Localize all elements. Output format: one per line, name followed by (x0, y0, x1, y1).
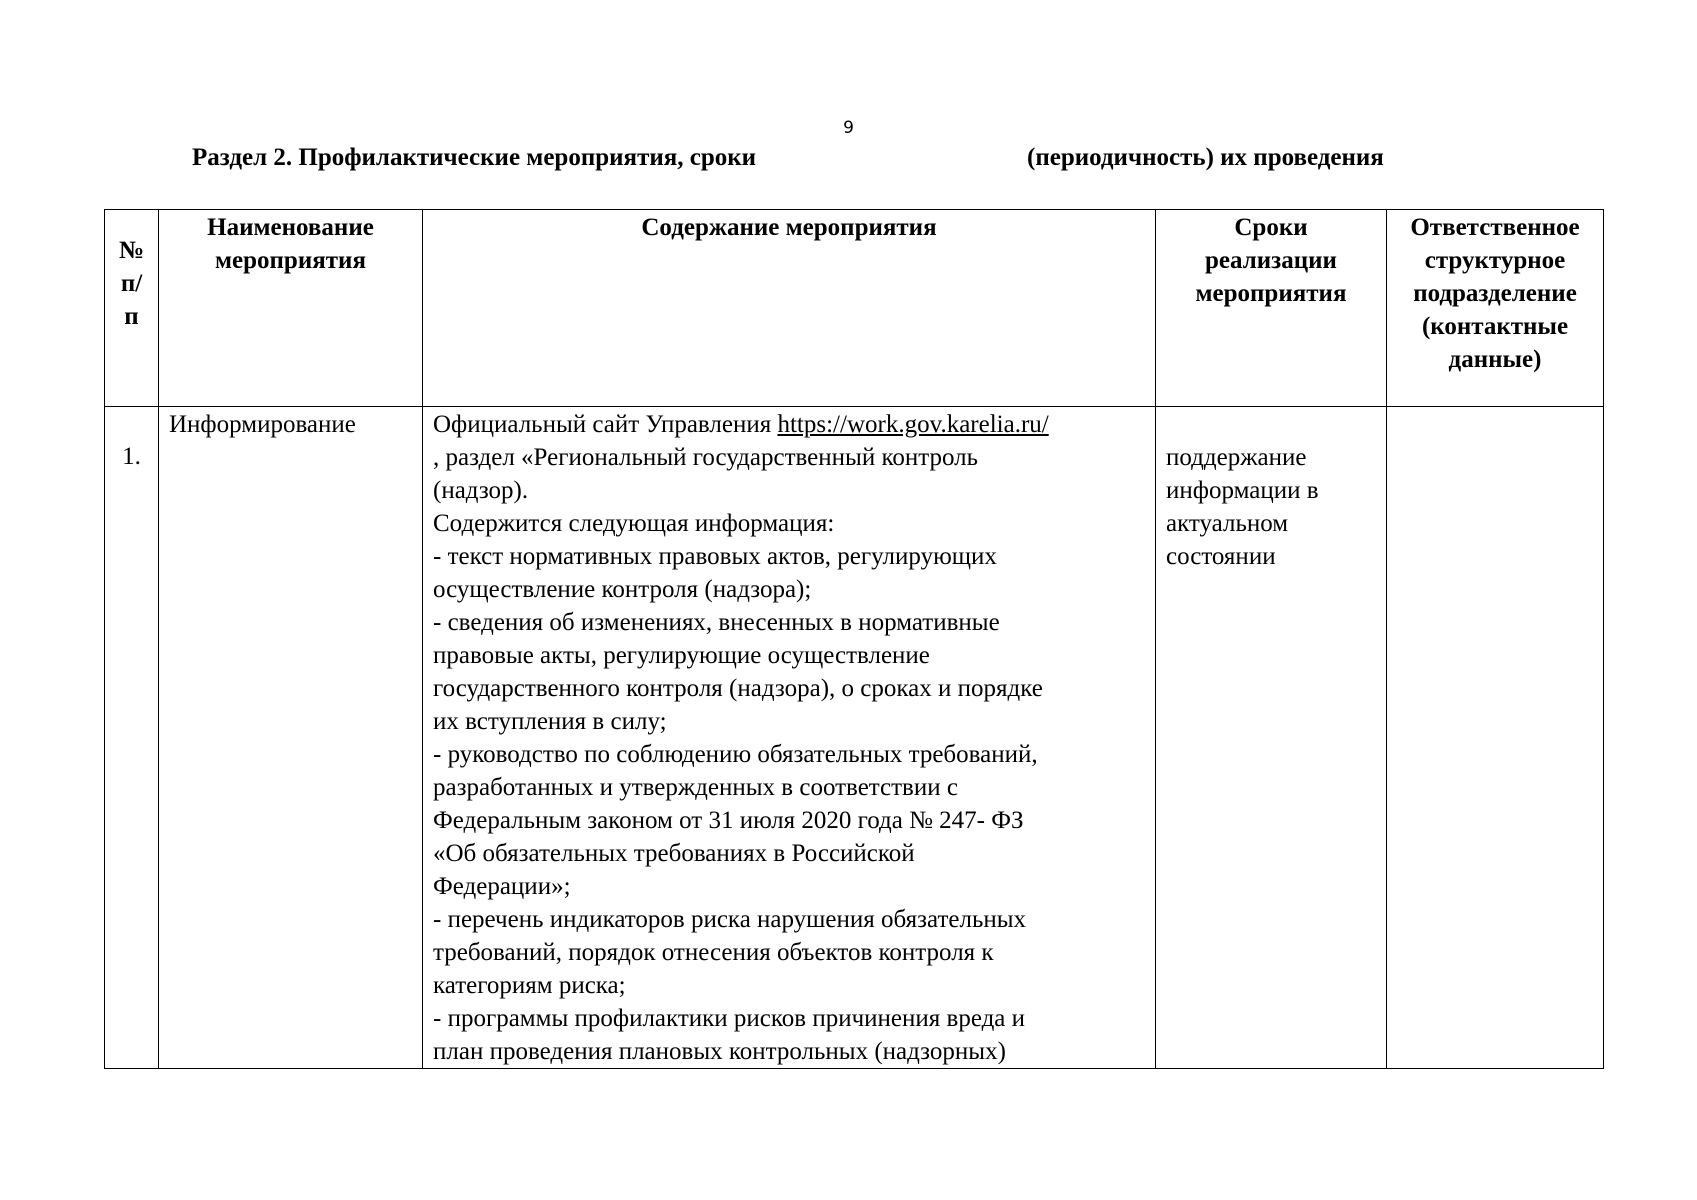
header-term (1156, 210, 1387, 407)
header-responsible-line: структурное (1424, 247, 1566, 274)
table-row (105, 407, 1604, 1069)
content-line: - руководство по соблюдению обязательных требований, (433, 741, 1038, 768)
header-term-line: Сроки (1234, 214, 1308, 241)
header-responsible-line: (контактные (1421, 313, 1569, 340)
content-line: Содержится следующая информация: (433, 510, 835, 537)
row-content (423, 407, 1156, 1069)
content-text: Официальный сайт Управления (433, 411, 778, 438)
header-number (105, 210, 159, 407)
page-number: 9 (843, 118, 854, 138)
measures-table (104, 209, 1604, 1069)
header-name (159, 210, 423, 407)
row-number: 1. (105, 407, 159, 1069)
row-responsible (1387, 407, 1604, 1069)
content-line: - текст нормативных правовых актов, регулирующих (433, 543, 997, 570)
header-number-line: № (118, 237, 145, 264)
row-term (1156, 407, 1387, 1069)
section-title: Раздел 2. Профилактические мероприятия, сроки (192, 144, 757, 171)
term-line: информации в (1166, 477, 1319, 504)
content-line: их вступления в силу; (433, 708, 667, 735)
content-line: разработанных и утвержденных в соответствии с (433, 774, 958, 801)
header-responsible-line: данные) (1448, 346, 1542, 373)
section-title-continuation: (периодичность) их проведения (1027, 144, 1384, 171)
header-term-line: реализации (1205, 247, 1337, 274)
content-line: «Об обязательных требованиях в Российской (433, 840, 915, 867)
table-header-row (105, 210, 1604, 407)
header-responsible (1387, 210, 1604, 407)
content-line: правовые акты, регулирующие осуществление (433, 642, 930, 669)
term-line: поддержание (1166, 444, 1307, 471)
header-content-line: Содержание мероприятия (641, 214, 937, 241)
content-line: - перечень индикаторов риска нарушения обязательных (433, 906, 1027, 933)
content-line: (надзор). (433, 477, 529, 504)
content-line: план проведения плановых контрольных (надзорных) (433, 1038, 1006, 1065)
header-number-line: п (124, 303, 139, 330)
header-name-line: мероприятия (215, 247, 366, 274)
header-responsible-line: Ответственное (1410, 214, 1580, 241)
row-measure-name: Информирование (159, 407, 423, 1069)
header-responsible-line: подразделение (1413, 280, 1577, 307)
content-line: осуществление контроля (надзора); (433, 576, 812, 603)
header-number-line: п/ (120, 270, 143, 297)
content-line: требований, порядок отнесения объектов контроля к (433, 939, 994, 966)
header-term-line: мероприятия (1195, 280, 1347, 307)
content-line (433, 408, 1147, 441)
content-line: , раздел «Региональный государственный контроль (433, 444, 978, 471)
content-line: - сведения об изменениях, внесенных в нормативные (433, 609, 1000, 636)
content-line: категориям риска; (433, 972, 626, 999)
term-line: актуальном (1166, 510, 1289, 537)
header-name-line: Наименование (207, 214, 374, 241)
website-link[interactable]: https://work.gov.karelia.ru/ (777, 411, 1049, 438)
term-line: состоянии (1166, 543, 1276, 570)
header-content (423, 210, 1156, 407)
content-line: государственного контроля (надзора), о сроках и порядке (433, 675, 1043, 702)
content-line: Федеральным законом от 31 июля 2020 года № 247- ФЗ (433, 807, 1024, 834)
content-line: Федерации»; (433, 873, 571, 900)
content-line: - программы профилактики рисков причинения вреда и (433, 1005, 1026, 1032)
